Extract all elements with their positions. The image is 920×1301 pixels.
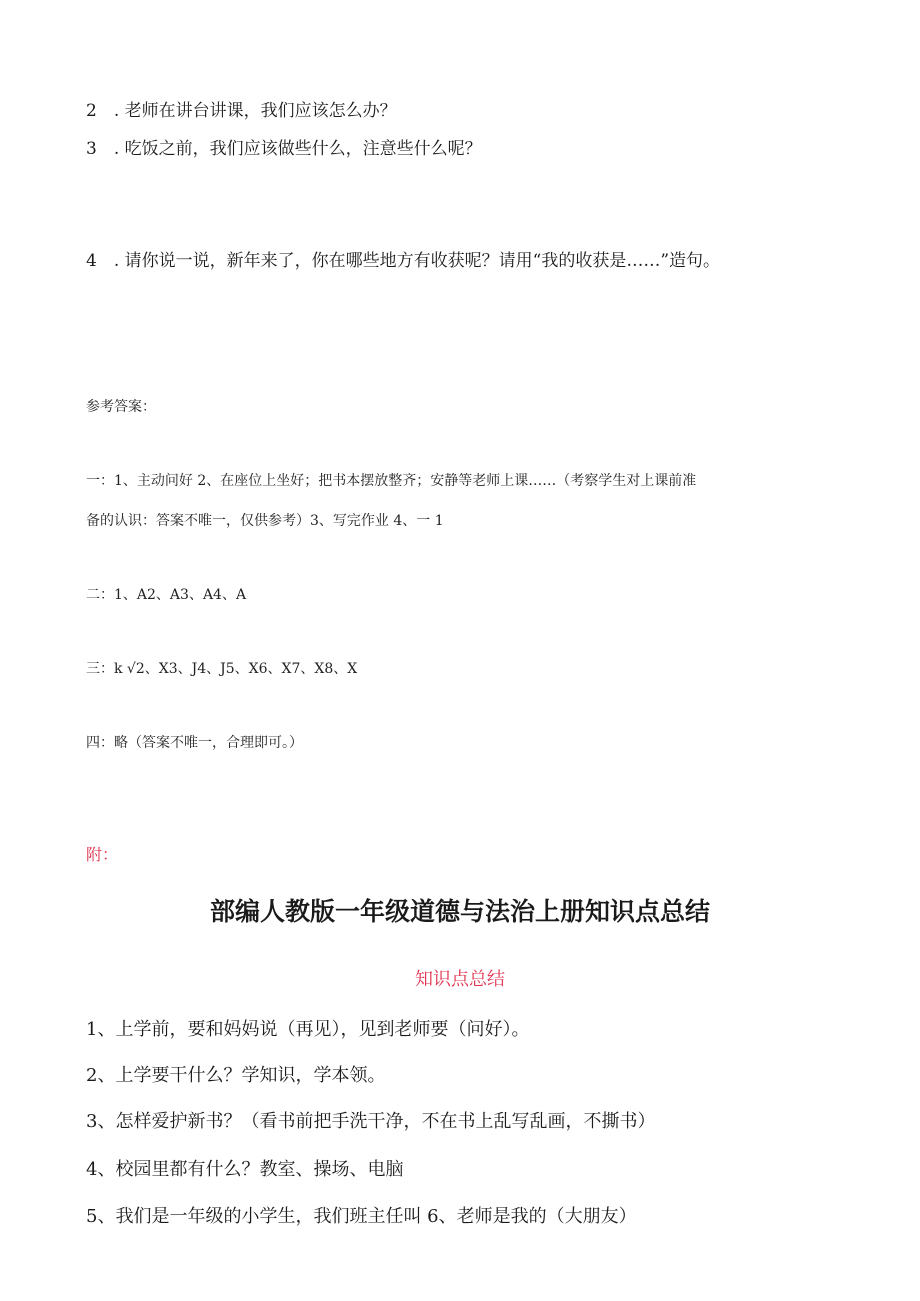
answer-section-4: 四：略（答案不唯一，合理即可。） (86, 735, 303, 751)
question-3: 3 . 吃饭之前，我们应该做些什么，注意些什么呢？ (86, 139, 482, 159)
answers-heading: 参考答案： (86, 399, 156, 415)
question-2: 2 . 老师在讲台讲课，我们应该怎么办？ (86, 101, 397, 121)
knowledge-item: 1、上学前，要和妈妈说（再见），见到老师要（问好）。 (86, 1019, 530, 1040)
section-subtitle: 知识点总结 (415, 969, 505, 990)
knowledge-item: 2、上学要干什么？学知识，学本领。 (86, 1065, 386, 1086)
answer-section-1-line-1: 一：1、主动问好 2、在座位上坐好；把书本摆放整齐；安静等老师上课……（考察学生对上课前准 (86, 473, 697, 489)
appendix-label: 附： (86, 845, 119, 864)
answer-section-1-line-2: 备的认识：答案不唯一，仅供参考）3、写完作业 4、一 1 (86, 513, 444, 529)
knowledge-item: 5、我们是一年级的小学生，我们班主任叫 6、老师是我的（大朋友） (86, 1206, 637, 1227)
answer-section-3: 三：k √2、X3、J4、J5、X6、X7、X8、X (86, 661, 358, 677)
question-4: 4 . 请你说一说，新年来了，你在哪些地方有收获呢？请用“我的收获是……”造句。 (86, 251, 721, 271)
answer-section-2: 二：1、A2、A3、A4、A (86, 587, 247, 603)
knowledge-item: 4、校园里都有什么？教室、操场、电脑 (86, 1159, 404, 1180)
knowledge-item: 3、怎样爱护新书？（看书前把手洗干净，不在书上乱写乱画，不撕书） (86, 1111, 656, 1132)
page-title: 部编人教版一年级道德与法治上册知识点总结 (209, 897, 710, 926)
